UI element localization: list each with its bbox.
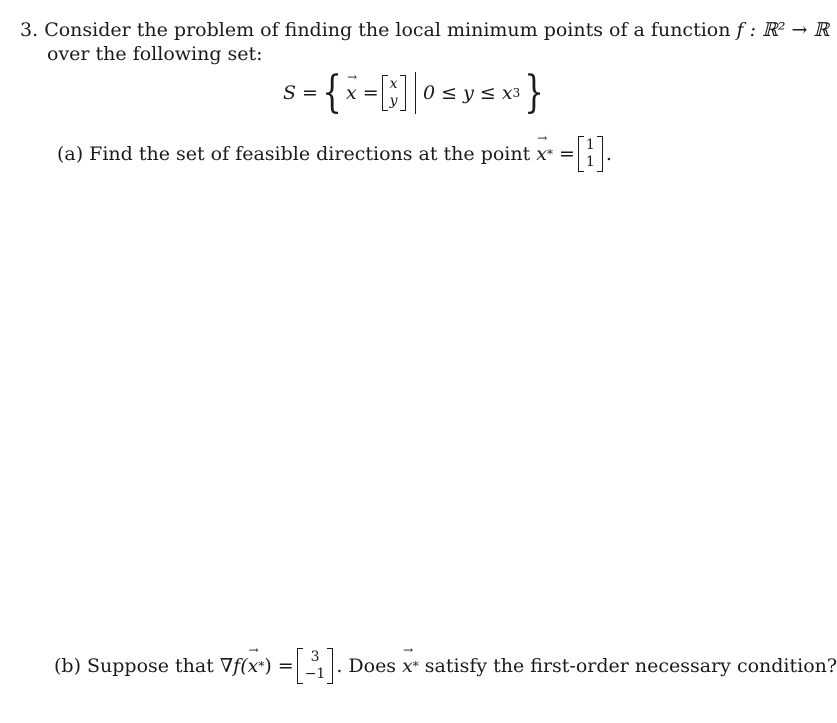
set-name: S = (283, 82, 318, 104)
function-signature: f : ℝ² → ℝ (736, 19, 830, 41)
part-a-text: Find the set of feasible directions at the point (89, 143, 531, 165)
part-b: (b) Suppose that ∇f( → x * ) = 3 −1 . Does → x * satisfy the first-order necessary condition? (54, 648, 837, 684)
problem-statement-line-1 (20, 19, 829, 41)
part-a-label: (a) (57, 143, 84, 165)
gradient-point-x-symbol: → x (248, 655, 259, 677)
question-post: satisfy the first-order necessary condition? (424, 655, 837, 677)
vector-component-y: y (389, 93, 398, 109)
part-b-period: . (336, 655, 343, 677)
vector-x-symbol: → x (346, 82, 357, 104)
problem-number: 3. (20, 19, 39, 41)
part-a: (a) Find the set of feasible directions at the point → x * = 1 1 . (57, 136, 612, 172)
problem-intro-text: Consider the problem of finding the local minimum points of a function (44, 19, 731, 41)
part-a-period: . (605, 143, 612, 165)
vector-component-x: x (389, 76, 398, 92)
point-component-1: 1 (585, 137, 595, 153)
question-pre: Does (348, 655, 397, 677)
vector-equals: = (362, 82, 379, 104)
part-a-equals: = (558, 143, 575, 165)
problem-statement-line-2: over the following set: (47, 43, 263, 65)
point-vector (578, 136, 603, 172)
point-component-2: 1 (585, 154, 595, 170)
part-b-label: (b) (54, 655, 81, 677)
gradient-component-1: 3 (310, 649, 320, 665)
part-b-text: Suppose that (87, 655, 214, 677)
left-brace: { (322, 67, 342, 118)
gradient-close: ) = (264, 655, 294, 677)
set-definition: S = { → x = x y 0 ≤ y ≤ x 3 } (283, 68, 548, 118)
gradient-symbol: ∇f( (219, 655, 248, 677)
column-vector-xy (382, 75, 406, 111)
gradient-component-2: −1 (304, 666, 326, 682)
right-brace: } (524, 67, 545, 118)
set-condition: 0 ≤ y ≤ x (423, 82, 513, 104)
question-point-x-symbol: → x (402, 655, 413, 677)
point-x-symbol: → x (536, 143, 547, 165)
such-that-bar (415, 72, 417, 114)
gradient-vector (297, 648, 334, 684)
